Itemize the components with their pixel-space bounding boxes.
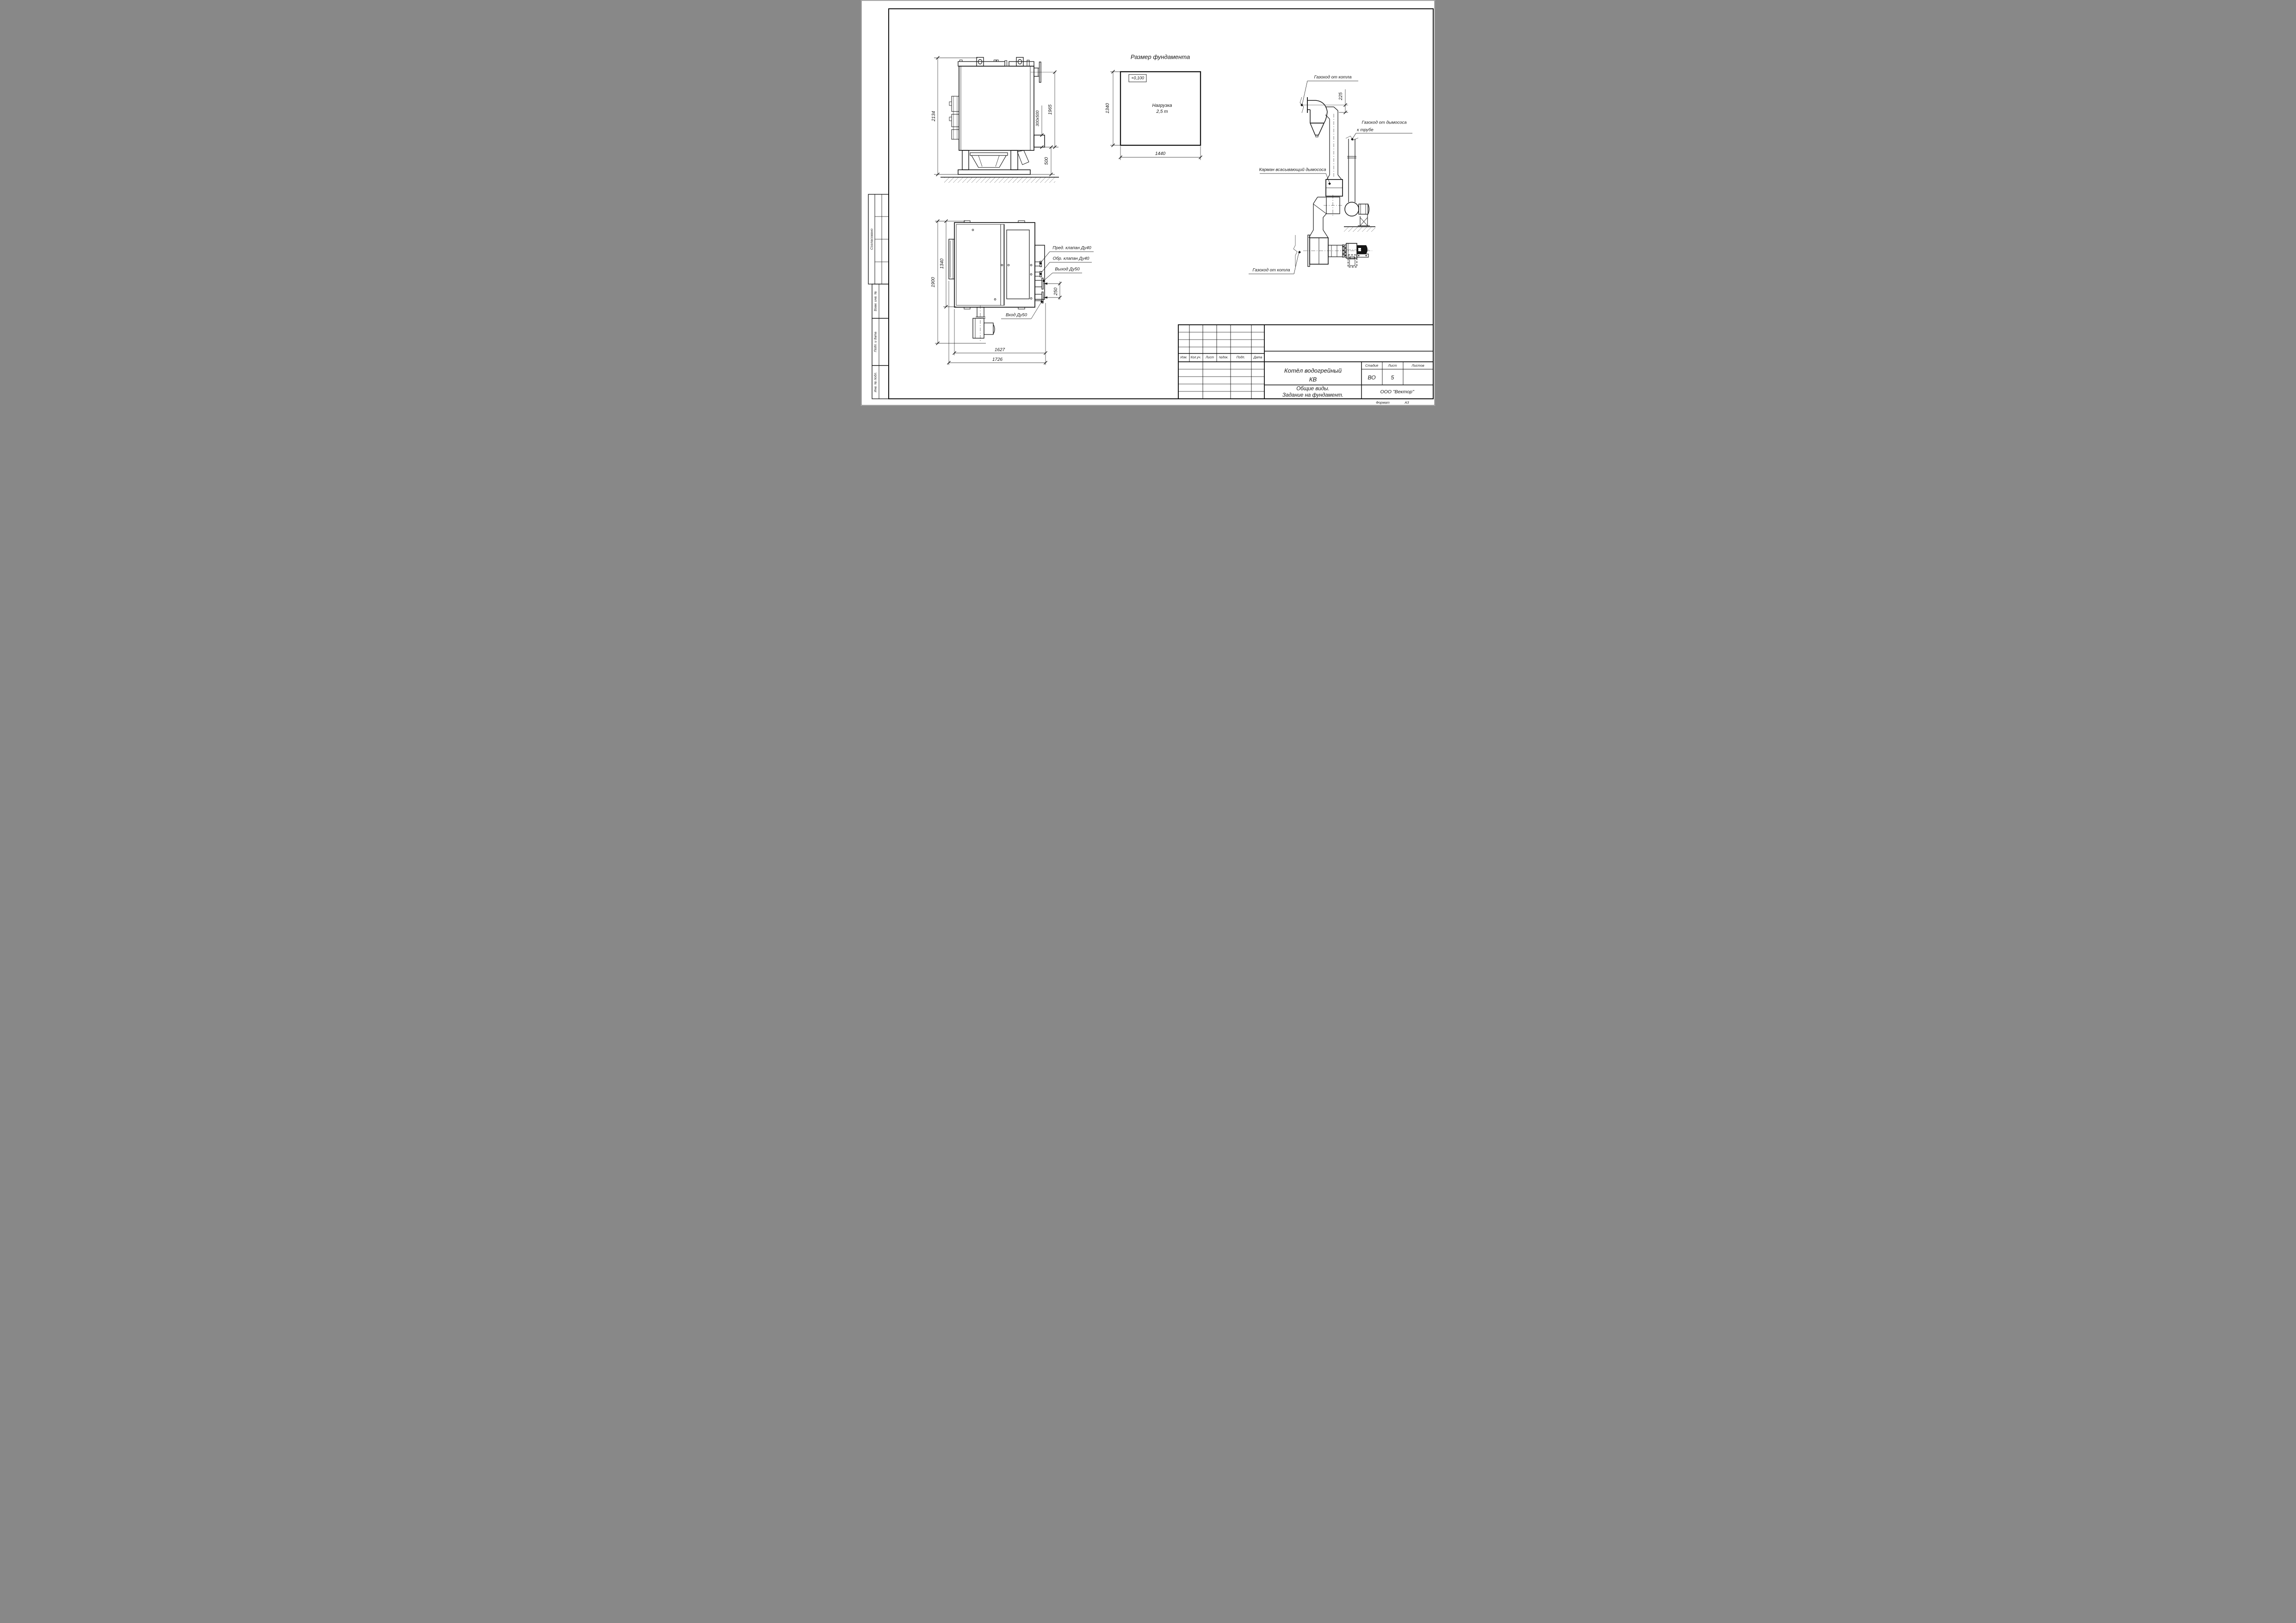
boiler-plan-body [954, 223, 1035, 307]
smoke-exhauster [1345, 202, 1370, 226]
sheet-value: 5 [1391, 374, 1394, 381]
ash-chute [1017, 150, 1029, 165]
label-inlet: Вход Ду50 [1006, 312, 1027, 318]
drawing-sheet [861, 0, 1435, 406]
stamp-inv-orig: Инв. № подл. [874, 372, 877, 392]
base-plate [958, 170, 1030, 174]
dim-1900-text: 1900 [931, 277, 936, 288]
label-flue-to-stack-1: Газоход от дымососа [1362, 120, 1407, 125]
ash-pan-rim [970, 153, 1008, 155]
dim-1900-1340 [935, 220, 986, 345]
load-label: Нагрузка [1152, 103, 1172, 108]
riser-plan [1309, 195, 1343, 238]
stamp-replace-inv: Взам. инв. № [874, 291, 877, 311]
cyclone [1310, 110, 1327, 137]
sheet-caption-2: Задание на фундамент. [1282, 392, 1343, 398]
rev-col-koluch: Кол.уч. [1190, 356, 1201, 359]
ash-pan [972, 155, 1006, 167]
leaders [1001, 252, 1094, 319]
dim-250 [1044, 281, 1062, 300]
top-flange [1031, 62, 1056, 82]
doc-title-2: КВ [1309, 376, 1317, 383]
flue-outlet-box [1034, 135, 1045, 147]
smoke-exhauster-plan [1346, 243, 1370, 267]
rev-col-izm: Изм. [1180, 356, 1188, 359]
rev-col-list: Лист [1205, 356, 1214, 359]
dim-1440-text: 1440 [1155, 151, 1166, 156]
support-leg [962, 150, 969, 170]
dim-opening-text: 300x500 [1035, 110, 1040, 127]
drawing-frame [889, 9, 1433, 399]
side-fittings [949, 96, 959, 139]
dim-1726-text: 1726 [992, 357, 1003, 362]
stamp-approved: Согласовано [869, 229, 874, 250]
elevation-mark: +0,100 [1131, 75, 1144, 81]
label-safety-valve: Пред. клапан Ду40 [1052, 245, 1091, 251]
stamp-sign-date: Подп. и дата [874, 332, 877, 352]
support-leg [1011, 150, 1018, 170]
ground-hatch [1344, 227, 1375, 232]
drawing-linework [861, 0, 1435, 406]
stage-value: ВО [1368, 374, 1376, 381]
doc-title-1: Котёл водогрейный [1284, 367, 1342, 374]
dim-height-text: 2134 [931, 111, 936, 122]
company-name: ООО "Вектор" [1380, 389, 1414, 395]
top-view [935, 220, 1094, 365]
label-suction-pocket: Карман всасывающий дымососа [1259, 167, 1326, 173]
foundation-outline [1120, 72, 1201, 145]
door [949, 239, 954, 279]
sheets-label: Листов [1411, 363, 1424, 368]
label-flue-to-stack-2: к трубе [1357, 127, 1374, 133]
rev-col-ndok: №док. [1219, 356, 1229, 359]
flue-plan-view [1249, 195, 1372, 274]
rev-col-podp: Подп. [1236, 356, 1245, 359]
label-check-valve: Обр. клапан Ду40 [1052, 256, 1089, 261]
label-flue-from-boiler: Газоход от котла [1314, 74, 1352, 80]
label-flue-from-boiler-plan: Газоход от котла [1252, 267, 1290, 273]
sheet-label: Лист [1388, 363, 1397, 368]
dim-250-text: 250 [1053, 287, 1058, 296]
fan-discharge [1346, 136, 1358, 202]
riser-duct [1325, 107, 1342, 180]
dim-500-text: 500 [1044, 157, 1049, 165]
label-outlet: Выход Ду50 [1055, 266, 1080, 272]
format-value: А3 [1405, 400, 1409, 405]
flue-side-view [1260, 81, 1412, 232]
dim-1627-text: 1627 [994, 347, 1005, 353]
foundation-title: Размер фундамента [1130, 53, 1190, 61]
foundation-plan [1110, 70, 1202, 161]
sheet-caption-1: Общие виды. [1296, 386, 1330, 392]
load-value: 2,5 т [1156, 109, 1168, 114]
boiler-body [959, 66, 1034, 150]
dim-1340f-text: 1340 [1105, 103, 1110, 114]
left-stamp-blocks [868, 194, 889, 399]
stage-label: Стадия [1365, 363, 1379, 368]
burner [973, 305, 995, 341]
format-label: Формат [1376, 400, 1390, 405]
rev-col-data: Дата [1253, 356, 1262, 359]
dim-1340-text: 1340 [940, 258, 945, 269]
dim-225-text: 225 [1338, 92, 1343, 100]
dim-1965-text: 1965 [1048, 104, 1053, 115]
outlet-port [1035, 278, 1043, 289]
ground-hatch [944, 177, 1055, 183]
fan-inlet [1328, 245, 1346, 257]
